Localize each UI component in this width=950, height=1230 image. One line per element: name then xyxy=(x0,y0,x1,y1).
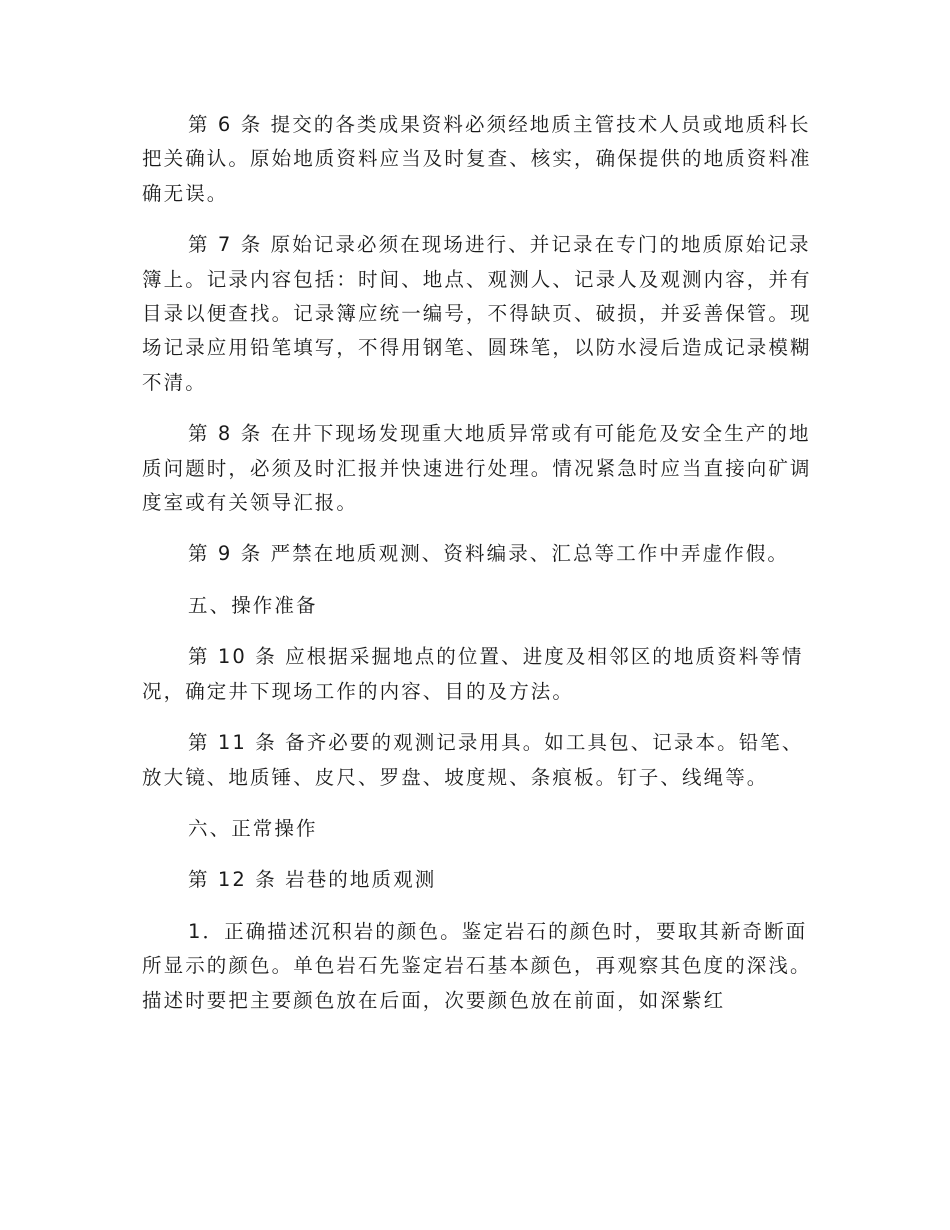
article-9-paragraph: 第 9 条 严禁在地质观测、资料编录、汇总等工作中弄虚作假。 xyxy=(188,542,790,566)
article-8-paragraph: 第 8 条 在井下现场发现重大地质异常或有可能危及安全生产的地质问题时，必须及时汇报并快速进行处理。情况紧急时应当直接向矿调度室或有关领导汇报。 xyxy=(142,422,812,515)
section-heading-operation-prep: 五、操作准备 xyxy=(188,593,318,617)
article-7-paragraph: 第 7 条 原始记录必须在现场进行、并记录在专门的地质原始记录簿上。记录内容包括：时间、地点、观测人、记录人及观测内容，并有目录以便查找。记录簿应统一编号，不得缺页、破损，并妥善保管。现场记录应用铅笔填写，不得用钢笔、圆珠笔，以防水浸后造成记录模糊不清。 xyxy=(142,233,812,394)
article-11-paragraph: 第 11 条 备齐必要的观测记录用具。如工具包、记录本。铅笔、放大镜、地质锤、皮尺、罗盘、坡度规、条痕板。钉子、线绳等。 xyxy=(142,731,804,789)
article-6-paragraph: 第 6 条 提交的各类成果资料必须经地质主管技术人员或地质科长把关确认。原始地质资料应当及时复查、核实，确保提供的地质资料准确无误。 xyxy=(142,113,812,205)
document-page xyxy=(142,108,812,1035)
article-10-paragraph: 第 10 条 应根据采掘地点的位置、进度及相邻区的地质资料等情况，确定井下现场工作的内容、目的及方法。 xyxy=(142,645,804,703)
article-12-heading: 第 12 条 岩巷的地质观测 xyxy=(188,868,437,892)
section-heading-normal-operation: 六、正常操作 xyxy=(188,816,318,840)
item-1-paragraph: 1．正确描述沉积岩的颜色。鉴定岩石的颜色时，要取其新奇断面所显示的颜色。单色岩石先鉴定岩石基本颜色，再观察其色度的深浅。描述时要把主要颜色放在后面，次要颜色放在前面，如深紫红 xyxy=(142,919,812,1012)
